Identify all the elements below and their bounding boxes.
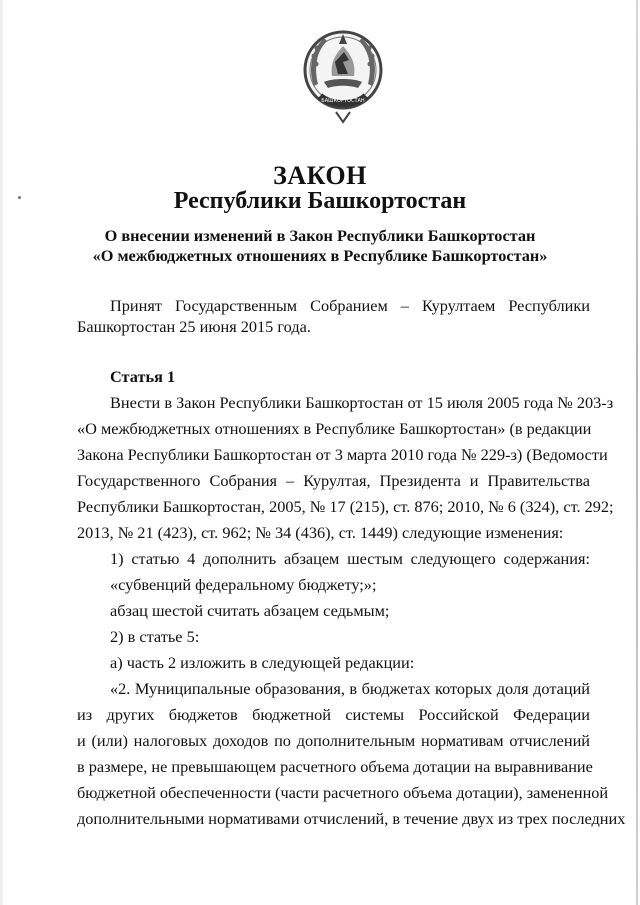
article-line: Республики Башкортостан, 2005, № 17 (215), ст. 876; 2010, № 6 (324), ст. 292; bbox=[77, 497, 614, 516]
adoption-line-2: Башкортостан 25 июня 2015 года. bbox=[77, 317, 311, 336]
article-line: «субвенций федеральному бюджету;»; bbox=[110, 575, 377, 594]
article-line: из других бюджетов бюджетной системы Российской Федерации bbox=[77, 705, 590, 724]
coat-of-arms-emblem bbox=[302, 26, 384, 124]
law-heading-line-1: О внесении изменений в Закон Республики Башкортостан bbox=[104, 226, 536, 245]
article-line: абзац шестой считать абзацем седьмым; bbox=[110, 601, 390, 620]
article-line: 2013, № 21 (423), ст. 962; № 34 (436), ст. 1449) следующие изменения: bbox=[77, 523, 564, 542]
scan-edge-left bbox=[0, 0, 3, 905]
document-title: ЗАКОН bbox=[273, 161, 367, 190]
article-line: в размере, не превышающем расчетного объема дотации на выравнивание bbox=[77, 757, 593, 776]
article-line: и (или) налоговых доходов по дополнительным нормативам отчислений bbox=[77, 731, 590, 750]
law-heading-line-2: «О межбюджетных отношениях в Республике Башкортостан» bbox=[92, 246, 548, 265]
document-subtitle: Республики Башкортостан bbox=[173, 188, 467, 214]
adoption-line-1: Принят Государственным Собранием – Курултаем Республики bbox=[110, 296, 590, 315]
article-line: дополнительными нормативами отчислений, в течение двух из трех последних bbox=[77, 809, 626, 828]
article-line: бюджетной обеспеченности (части расчетного объема дотации), замененной bbox=[77, 783, 609, 802]
article-line: Закона Республики Башкортостан от 3 марта 2010 года № 229-з) (Ведомости bbox=[77, 445, 608, 464]
emblem-ribbon-text: БАШКОРТОСТАН bbox=[321, 98, 365, 104]
article-heading: Статья 1 bbox=[110, 367, 176, 386]
article-line: а) часть 2 изложить в следующей редакции: bbox=[110, 653, 415, 672]
article-line: «О межбюджетных отношениях в Республике Башкортостан» (в редакции bbox=[77, 419, 592, 438]
article-line: 2) в статье 5: bbox=[110, 627, 200, 646]
article-line: 1) статью 4 дополнить абзацем шестым следующего содержания: bbox=[110, 549, 590, 568]
scan-edge-right bbox=[636, 0, 638, 905]
article-line: Внести в Закон Республики Башкортостан от 15 июля 2005 года № 203-з bbox=[110, 393, 614, 412]
article-line: Государственного Собрания – Курултая, Президента и Правительства bbox=[77, 471, 590, 490]
article-line: «2. Муниципальные образования, в бюджетах которых доля дотаций bbox=[110, 679, 590, 698]
